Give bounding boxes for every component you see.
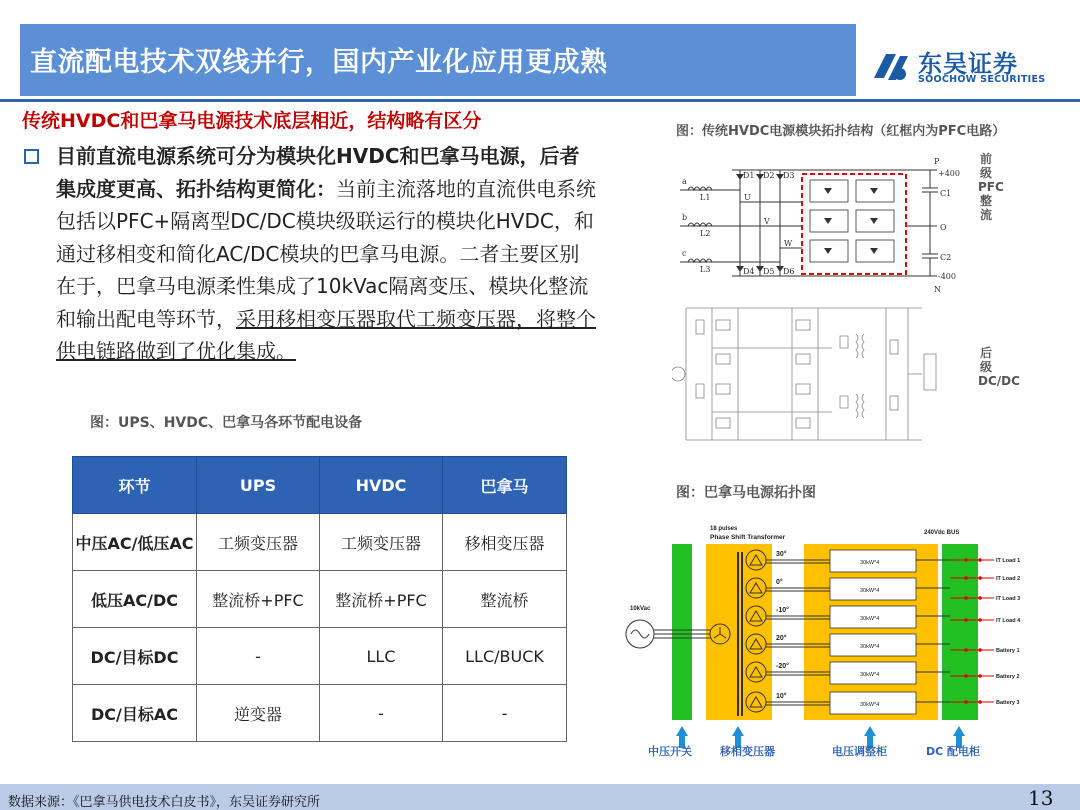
table-header-cell: 环节 [73,457,197,514]
load-label: IT Load 1 [996,558,1021,564]
module-label: 30kW*4 [860,644,880,650]
phase-label: a [682,177,687,186]
back-stage-label: 后级DC/DC [978,346,1020,388]
body-paragraph [56,140,596,368]
module-label: 30kW*4 [860,616,880,622]
load-label: Battery 1 [996,648,1020,654]
secondary-winding-icon [746,692,766,712]
node-label: W [784,239,793,248]
hvdc-figure-caption: 图：传统HVDC电源模块拓扑结构（红框内为PFC电路） [676,124,1006,139]
table-row [73,571,567,628]
diode-label: D4 [743,267,755,276]
secondary-winding-icon [746,550,766,570]
midpoint-label: O [940,223,947,232]
mv-switch-panel [672,544,692,720]
diode-label: D5 [763,267,775,276]
bottom-label: 移相变压器 [720,745,775,758]
secondary-winding-icon [746,578,766,598]
phase-angle-label: 30° [776,551,787,558]
table-cell: - [443,685,567,742]
table-cell: - [197,628,320,685]
page-title: 直流配电技术双线并行，国内产业化应用更成熟 [30,47,608,78]
panama-topology-diagram [620,520,1030,760]
table-row [73,685,567,742]
load-label: IT Load 2 [996,576,1021,582]
module-label: 30kW*4 [860,702,880,708]
body-text: 当前主流落地的直流供电系统包括以PFC+隔离型DC/DC模块级联运行的模块化HVDC，和通过移相变和简化AC/DC模块的巴拿马电源。二者主要区别在于，巴拿马电源柔性集成了10kVac隔离变压、模块化整流和输出配电等环节， [56,176,596,331]
rail-voltage: -400 [938,272,956,281]
comparison-table [72,456,567,742]
capacitor-label: C1 [940,189,952,198]
diode-label: D3 [783,171,795,180]
table-row [73,628,567,685]
table-header-cell: UPS [197,457,320,514]
transformer-note: 18 pulses [710,526,738,532]
body-underlined-text: 采用移相变压器取代工频变压器，将整个供电链路做到了优化集成。 [56,306,596,363]
diode-label: D2 [763,171,775,180]
table-header-cell: HVDC [320,457,443,514]
brand-name: 东吴证券 [918,50,1018,78]
load-label: IT Load 4 [996,618,1021,624]
capacitor-label: C2 [940,253,952,262]
secondary-winding-icon [746,662,766,682]
input-voltage-label: 10kVac [630,606,651,612]
diode-label: D6 [783,267,795,276]
secondary-winding-icon [746,606,766,626]
table-cell: 工频变压器 [197,514,320,571]
body-bold-lead: 目前直流电源系统可分为模块化HVDC和巴拿马电源，后者集成度更高、拓扑结构更简化： [56,144,580,201]
panama-figure-caption: 图：巴拿马电源拓扑图 [676,485,816,501]
brand-name-en: SOOCHOW SECURITIES [918,74,1046,85]
table-caption: 图：UPS、HVDC、巴拿马各环节配电设备 [90,415,363,431]
section-subtitle: 传统HVDC和巴拿马电源技术底层相近，结构略有区分 [22,110,482,132]
inductor-label: L1 [700,193,711,202]
inductor-label: L2 [700,229,711,238]
page-number: 13 [1028,786,1054,810]
header-divider [0,99,1080,102]
load-label: Battery 2 [996,674,1020,680]
brand-logo-icon [870,48,912,86]
node-label: U [744,193,751,202]
data-source: 数据来源：《巴拿马供电技术白皮书》，东吴证券研究所 [8,795,321,810]
module-label: 30kW*4 [860,588,880,594]
bus-label: 240Vdc BUS [924,530,960,536]
transformer-title: Phase Shift Transformer [710,534,786,541]
load-label: Battery 3 [996,700,1020,706]
phase-label: b [682,213,688,222]
bottom-label: DC 配电柜 [926,745,981,758]
table-row-header: 中压AC/低压AC [73,514,197,571]
dcdc-circuit-diagram [672,300,972,446]
table-cell: 整流桥 [443,571,567,628]
table-cell: 工频变压器 [320,514,443,571]
bullet-square-icon [24,149,39,164]
secondary-winding-icon [746,634,766,654]
phase-angle-label: 10° [776,693,787,700]
table-cell: 整流桥+PFC [320,571,443,628]
phase-angle-label: 0° [776,579,783,586]
table-cell: 逆变器 [197,685,320,742]
table-header-row [73,457,567,514]
module-label: 30kW*4 [860,560,880,566]
bottom-label: 中压开关 [648,745,692,758]
table-cell: LLC [320,628,443,685]
node-label: V [764,217,770,226]
rail-voltage: +400 [938,169,960,178]
inductor-label: L3 [700,265,711,274]
dc-distribution-panel [942,544,978,720]
rail-label: N [934,285,941,294]
table-cell: 整流桥+PFC [197,571,320,628]
table-cell: LLC/BUCK [443,628,567,685]
table-cell: - [320,685,443,742]
bottom-label: 电压调整柜 [832,745,887,758]
phase-angle-label: -10° [776,607,789,614]
table-row-header: 低压AC/DC [73,571,197,628]
phase-angle-label: -20° [776,663,789,670]
phase-label: c [682,249,687,258]
pfc-circuit-diagram [672,150,972,296]
module-label: 30kW*4 [860,672,880,678]
pfc-highlight-box [802,174,906,274]
diode-label: D1 [743,171,755,180]
table-row-header: DC/目标DC [73,628,197,685]
table-cell: 移相变压器 [443,514,567,571]
rail-label: P [934,157,940,166]
table-header-cell: 巴拿马 [443,457,567,514]
table-row-header: DC/目标AC [73,685,197,742]
phase-angle-label: 20° [776,635,787,642]
table-row [73,514,567,571]
load-label: IT Load 3 [996,596,1021,602]
front-stage-label: 前级PFC整流 [978,152,1004,222]
